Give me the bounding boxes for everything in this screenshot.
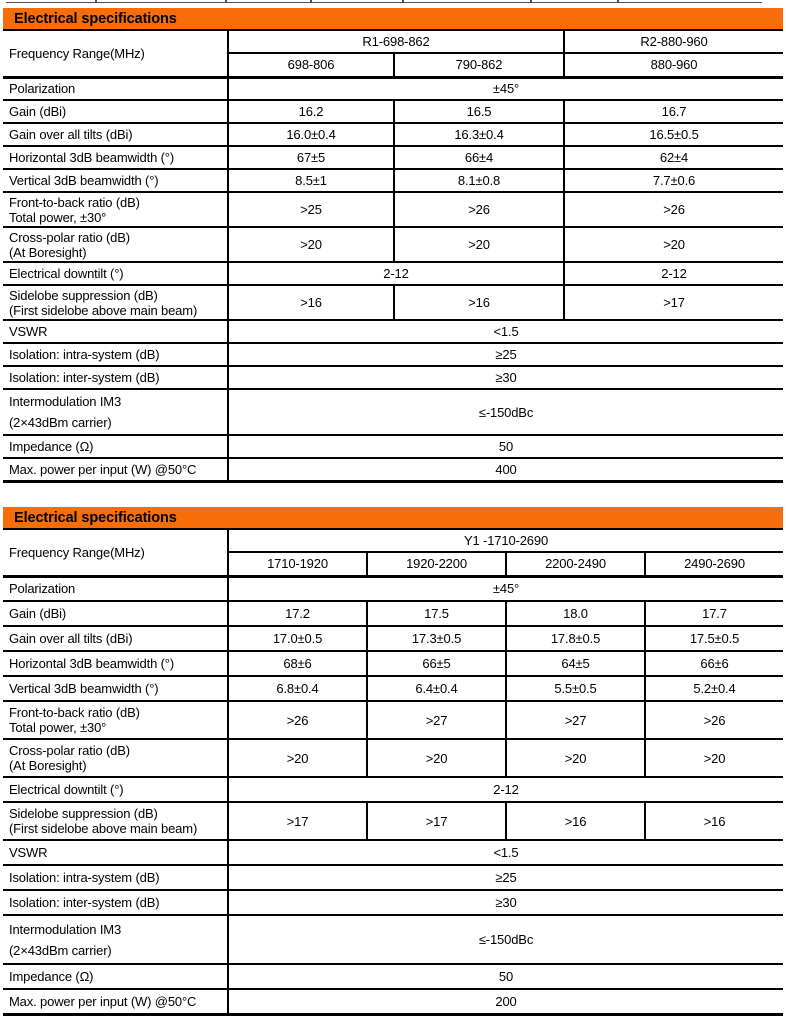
spec-label-line: Total power, ±30° (9, 209, 107, 225)
band-group-header: R2-880-960 (564, 31, 783, 53)
spec-value: 5.5±0.5 (506, 676, 645, 701)
spec-label (3, 123, 228, 146)
spec-label-line: VSWR (9, 845, 48, 860)
spec-row (3, 320, 783, 343)
spec-label-line: Front-to-back ratio (dB) (9, 705, 140, 720)
spec-label-line: Gain over all tilts (dBi) (9, 127, 133, 142)
spec-value: 2-12 (564, 262, 783, 285)
spec-label-line: Cross-polar ratio (dB) (9, 229, 130, 245)
spec-row (3, 576, 783, 601)
spec-label (3, 285, 228, 320)
spec-value: 66±6 (645, 651, 783, 676)
spec-label-line: Vertical 3dB beamwidth (°) (9, 681, 159, 696)
spec-value: >17 (367, 802, 506, 840)
spec-label (3, 915, 228, 964)
spec-label (3, 169, 228, 192)
spec-label (3, 77, 228, 100)
spec-value: 17.5 (367, 601, 506, 626)
spec-label (3, 651, 228, 676)
spec-label (3, 865, 228, 890)
spec-label (3, 802, 228, 840)
spec-value: ≥25 (228, 343, 783, 366)
spec-row (3, 77, 783, 100)
cropped-table-remnant-tick (402, 0, 404, 3)
spec-label (3, 389, 228, 435)
spec-label-line: Intermodulation IM3 (9, 921, 122, 937)
spec-value: 2-12 (228, 262, 564, 285)
spec-label-line: Isolation: intra-system (dB) (9, 870, 160, 885)
spec-row (3, 651, 783, 676)
spec-value: 17.0±0.5 (228, 626, 367, 651)
spec-label-line: Max. power per input (W) @50°C (9, 461, 197, 477)
spec-row (3, 435, 783, 458)
spec-value: ±45° (228, 576, 783, 601)
spec-label-line: (2×43dBm carrier) (9, 942, 112, 958)
spec-value: 16.5±0.5 (564, 123, 783, 146)
spec-row (3, 146, 783, 169)
spec-value: >26 (645, 701, 783, 739)
spec-value: 50 (228, 435, 783, 458)
spec-value: 5.2±0.4 (645, 676, 783, 701)
spec-label-line: VSWR (9, 324, 48, 339)
spec-value: 66±4 (394, 146, 564, 169)
spec-value: >17 (564, 285, 783, 320)
spec-row (3, 262, 783, 285)
spec-value: 16.5 (394, 100, 564, 123)
frequency-range-label (3, 31, 228, 77)
spec-label-line: Sidelobe suppression (dB) (9, 806, 158, 821)
spec-label-line: Gain over all tilts (dBi) (9, 631, 133, 646)
spec-label (3, 701, 228, 739)
spec-label-line: Intermodulation IM3 (9, 394, 122, 409)
spec-label-line: Horizontal 3dB beamwidth (°) (9, 656, 175, 671)
spec-label (3, 576, 228, 601)
spec-row (3, 366, 783, 389)
spec-value: >26 (394, 192, 564, 227)
spec-row (3, 915, 783, 964)
spec-label (3, 964, 228, 989)
spec-label (3, 840, 228, 865)
spec-label (3, 739, 228, 777)
table-title-bar (3, 507, 783, 530)
frequency-header-row (3, 31, 783, 53)
spec-label (3, 262, 228, 285)
spec-row (3, 777, 783, 802)
band-group-header: R1-698-862 (228, 31, 564, 53)
spec-value: >20 (394, 227, 564, 262)
spec-value: >20 (506, 739, 645, 777)
spec-row (3, 802, 783, 840)
spec-label-line: Front-to-back ratio (dB) (9, 194, 140, 210)
spec-value: >16 (394, 285, 564, 320)
spec-value: 8.5±1 (228, 169, 394, 192)
spec-label (3, 435, 228, 458)
band-group-header: Y1 -1710-2690 (228, 530, 783, 552)
spec-value: 17.7 (645, 601, 783, 626)
spec-label-line: Impedance (Ω) (9, 969, 94, 984)
spec-value: <1.5 (228, 320, 783, 343)
spec-label (3, 989, 228, 1014)
spec-value: >27 (367, 701, 506, 739)
sub-band-header: 1710-1920 (228, 552, 367, 576)
spec-label (3, 676, 228, 701)
spec-value: 7.7±0.6 (564, 169, 783, 192)
spec-row (3, 840, 783, 865)
spec-value: ≤-150dBc (228, 915, 783, 964)
spec-value: 18.0 (506, 601, 645, 626)
cropped-table-remnant-tick (225, 0, 227, 3)
spec-row (3, 169, 783, 192)
spec-label-line: (First sidelobe above main beam) (9, 302, 198, 318)
spec-value: 16.2 (228, 100, 394, 123)
cropped-table-remnant-line (6, 2, 762, 3)
electrical-specifications-table-r-bands (3, 8, 783, 483)
spec-value: 2-12 (228, 777, 783, 802)
spec-value: 16.3±0.4 (394, 123, 564, 146)
spec-label-line: (2×43dBm carrier) (9, 415, 112, 430)
table-title: Electrical specifications (14, 10, 177, 27)
sub-band-header: 1920-2200 (367, 552, 506, 576)
spec-value: 6.8±0.4 (228, 676, 367, 701)
spec-value: >16 (506, 802, 645, 840)
spec-value: 68±6 (228, 651, 367, 676)
spec-label (3, 626, 228, 651)
cropped-table-remnant-tick (530, 0, 532, 3)
spec-label-line: (At Boresight) (9, 244, 87, 260)
spec-value: >16 (228, 285, 394, 320)
spec-value: 16.0±0.4 (228, 123, 394, 146)
spec-label (3, 890, 228, 915)
spec-value: >26 (564, 192, 783, 227)
spec-row (3, 100, 783, 123)
spec-label (3, 227, 228, 262)
spec-row (3, 227, 783, 262)
table-title-bar (3, 8, 783, 31)
frequency-range-label-text: Frequency Range(MHz) (9, 544, 145, 560)
spec-row (3, 865, 783, 890)
spec-value: >16 (645, 802, 783, 840)
spec-row (3, 458, 783, 481)
spec-row (3, 601, 783, 626)
spec-row (3, 964, 783, 989)
spec-row (3, 989, 783, 1014)
spec-label (3, 320, 228, 343)
spec-value: 17.2 (228, 601, 367, 626)
sub-band-header: 880-960 (564, 53, 783, 77)
spec-row (3, 123, 783, 146)
sub-band-header: 2490-2690 (645, 552, 783, 576)
spec-row (3, 343, 783, 366)
spec-row (3, 285, 783, 320)
spec-value: >27 (506, 701, 645, 739)
spec-value: 67±5 (228, 146, 394, 169)
spec-value: ≥30 (228, 366, 783, 389)
spec-label-line: Total power, ±30° (9, 720, 107, 735)
spec-label (3, 366, 228, 389)
spec-label-line: Isolation: inter-system (dB) (9, 895, 160, 910)
spec-row (3, 192, 783, 227)
spec-value: 66±5 (367, 651, 506, 676)
spec-value: 17.3±0.5 (367, 626, 506, 651)
spec-row (3, 890, 783, 915)
spec-label-line: Impedance (Ω) (9, 439, 94, 454)
spec-value: >26 (228, 701, 367, 739)
spec-label-line: Cross-polar ratio (dB) (9, 743, 130, 758)
spec-label (3, 601, 228, 626)
spec-value: ≤-150dBc (228, 389, 783, 435)
spec-value: 17.8±0.5 (506, 626, 645, 651)
spec-label-line: Electrical downtilt (°) (9, 782, 124, 797)
spec-label (3, 458, 228, 481)
spec-value: 17.5±0.5 (645, 626, 783, 651)
cropped-table-remnant-tick (310, 0, 312, 3)
sub-band-header: 2200-2490 (506, 552, 645, 576)
spec-label-line: Gain (dBi) (9, 104, 67, 119)
spec-value: >20 (564, 227, 783, 262)
frequency-range-label (3, 530, 228, 576)
spec-value: >17 (228, 802, 367, 840)
spec-label-line: Polarization (9, 81, 76, 97)
spec-value: >25 (228, 192, 394, 227)
spec-label-line: Electrical downtilt (°) (9, 266, 124, 281)
spec-label (3, 100, 228, 123)
spec-label-line: Isolation: inter-system (dB) (9, 370, 160, 385)
sub-band-header: 790-862 (394, 53, 564, 77)
spec-value: ≥25 (228, 865, 783, 890)
table-title: Electrical specifications (14, 509, 177, 526)
spec-value: 6.4±0.4 (367, 676, 506, 701)
spec-label-line: (At Boresight) (9, 758, 87, 773)
spec-label-line: Max. power per input (W) @50°C (9, 993, 197, 1009)
spec-label-line: Gain (dBi) (9, 606, 67, 621)
spec-value: 200 (228, 989, 783, 1014)
spec-value: >20 (645, 739, 783, 777)
spec-value: 50 (228, 964, 783, 989)
spec-row (3, 701, 783, 739)
spec-label (3, 192, 228, 227)
frequency-range-label-text: Frequency Range(MHz) (9, 45, 145, 61)
spec-value: ≥30 (228, 890, 783, 915)
spec-label-line: (First sidelobe above main beam) (9, 821, 198, 836)
spec-value: >20 (228, 227, 394, 262)
spec-row (3, 739, 783, 777)
spec-label-line: Vertical 3dB beamwidth (°) (9, 173, 159, 188)
spec-value: ±45° (228, 77, 783, 100)
spec-label-line: Horizontal 3dB beamwidth (°) (9, 150, 175, 165)
spec-row (3, 389, 783, 435)
spec-value: <1.5 (228, 840, 783, 865)
electrical-specifications-table-y-band (3, 507, 783, 1016)
sub-band-header: 698-806 (228, 53, 394, 77)
spec-value: >20 (367, 739, 506, 777)
spec-label (3, 777, 228, 802)
spec-value: 62±4 (564, 146, 783, 169)
frequency-header-row (3, 530, 783, 552)
spec-row (3, 626, 783, 651)
spec-value: 8.1±0.8 (394, 169, 564, 192)
spec-value: 400 (228, 458, 783, 481)
spec-grid (3, 530, 783, 1016)
spec-row (3, 676, 783, 701)
spec-label-line: Isolation: intra-system (dB) (9, 347, 160, 362)
spec-grid (3, 31, 783, 483)
cropped-table-remnant-tick (95, 0, 97, 3)
spec-value: >20 (228, 739, 367, 777)
cropped-table-remnant-tick (617, 0, 619, 3)
spec-label (3, 146, 228, 169)
spec-label (3, 343, 228, 366)
spec-label-line: Polarization (9, 581, 76, 597)
spec-value: 16.7 (564, 100, 783, 123)
spec-label-line: Sidelobe suppression (dB) (9, 287, 158, 303)
spec-value: 64±5 (506, 651, 645, 676)
